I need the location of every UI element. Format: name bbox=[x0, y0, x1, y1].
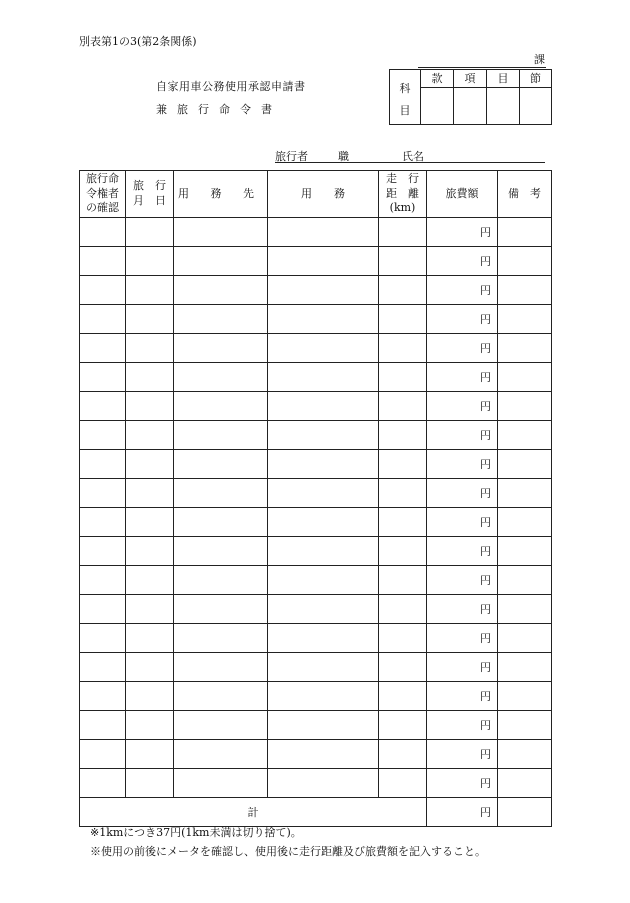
date-cell[interactable] bbox=[126, 624, 174, 653]
business-cell[interactable] bbox=[268, 682, 379, 711]
date-cell[interactable] bbox=[126, 740, 174, 769]
date-cell[interactable] bbox=[126, 305, 174, 334]
account-cell-setsu[interactable] bbox=[520, 87, 552, 124]
distance-cell[interactable] bbox=[379, 653, 427, 682]
destination-cell[interactable] bbox=[174, 566, 268, 595]
expense-cell[interactable]: 円 bbox=[427, 740, 498, 769]
account-label bbox=[390, 70, 421, 125]
remarks-cell[interactable] bbox=[498, 421, 552, 450]
business-cell[interactable] bbox=[268, 566, 379, 595]
date-cell[interactable] bbox=[126, 421, 174, 450]
distance-cell[interactable] bbox=[379, 392, 427, 421]
table-body bbox=[80, 218, 552, 798]
confirm-cell[interactable] bbox=[80, 247, 126, 276]
table-row bbox=[80, 595, 552, 624]
traveler-label: 旅行者 bbox=[275, 150, 308, 163]
name-label: 氏名 bbox=[402, 150, 424, 163]
destination-cell[interactable] bbox=[174, 711, 268, 740]
distance-cell[interactable] bbox=[379, 624, 427, 653]
title-line2: 兼旅行命令書 bbox=[156, 103, 282, 116]
confirm-cell[interactable] bbox=[80, 769, 126, 798]
expense-cell[interactable]: 円 bbox=[427, 392, 498, 421]
header-destination-label: 用 務 先 bbox=[178, 186, 263, 200]
remarks-cell[interactable] bbox=[498, 334, 552, 363]
business-cell[interactable] bbox=[268, 624, 379, 653]
header-distance-l1: 走 行 bbox=[386, 171, 419, 185]
destination-cell[interactable] bbox=[174, 537, 268, 566]
account-cell-kan[interactable] bbox=[421, 87, 454, 124]
account-label-top: 科 bbox=[399, 82, 411, 95]
expense-cell[interactable]: 円 bbox=[427, 653, 498, 682]
remarks-cell[interactable] bbox=[498, 711, 552, 740]
distance-cell[interactable] bbox=[379, 537, 427, 566]
expense-cell[interactable]: 円 bbox=[427, 305, 498, 334]
destination-cell[interactable] bbox=[174, 595, 268, 624]
business-cell[interactable] bbox=[268, 479, 379, 508]
note-2: ※使用の前後にメータを確認し、使用後に走行距離及び旅費額を記入すること。 bbox=[90, 845, 486, 858]
header-expense-label: 旅費額 bbox=[445, 186, 479, 200]
business-cell[interactable] bbox=[268, 450, 379, 479]
account-table bbox=[389, 69, 552, 125]
date-cell[interactable] bbox=[126, 363, 174, 392]
confirm-cell[interactable] bbox=[80, 363, 126, 392]
expense-cell[interactable]: 円 bbox=[427, 682, 498, 711]
confirm-cell[interactable] bbox=[80, 305, 126, 334]
header-expense bbox=[427, 171, 498, 218]
travel-table bbox=[79, 170, 552, 827]
remarks-cell[interactable] bbox=[498, 479, 552, 508]
destination-cell[interactable] bbox=[174, 363, 268, 392]
distance-cell[interactable] bbox=[379, 218, 427, 247]
destination-cell[interactable] bbox=[174, 508, 268, 537]
account-header-moku: 目 bbox=[487, 70, 520, 88]
header-date bbox=[126, 171, 174, 218]
remarks-cell[interactable] bbox=[498, 392, 552, 421]
date-cell[interactable] bbox=[126, 769, 174, 798]
business-cell[interactable] bbox=[268, 537, 379, 566]
table-row bbox=[80, 711, 552, 740]
table-row bbox=[80, 682, 552, 711]
expense-cell[interactable]: 円 bbox=[427, 595, 498, 624]
destination-cell[interactable] bbox=[174, 334, 268, 363]
account-header-setsu: 節 bbox=[520, 70, 552, 88]
total-expense-cell[interactable]: 円 bbox=[427, 798, 498, 827]
date-cell[interactable] bbox=[126, 392, 174, 421]
table-row bbox=[80, 479, 552, 508]
business-cell[interactable] bbox=[268, 305, 379, 334]
date-cell[interactable] bbox=[126, 247, 174, 276]
remarks-cell[interactable] bbox=[498, 566, 552, 595]
table-row bbox=[80, 363, 552, 392]
confirm-cell[interactable] bbox=[80, 392, 126, 421]
confirm-cell[interactable] bbox=[80, 595, 126, 624]
expense-cell[interactable]: 円 bbox=[427, 421, 498, 450]
header-distance-l3: (km) bbox=[389, 201, 416, 215]
table-row bbox=[80, 276, 552, 305]
confirm-cell[interactable] bbox=[80, 624, 126, 653]
date-cell[interactable] bbox=[126, 218, 174, 247]
remarks-cell[interactable] bbox=[498, 276, 552, 305]
date-cell[interactable] bbox=[126, 508, 174, 537]
expense-cell[interactable]: 円 bbox=[427, 276, 498, 305]
table-row bbox=[80, 218, 552, 247]
table-row bbox=[80, 421, 552, 450]
expense-cell[interactable]: 円 bbox=[427, 566, 498, 595]
date-cell[interactable] bbox=[126, 537, 174, 566]
date-cell[interactable] bbox=[126, 682, 174, 711]
account-label-bottom: 目 bbox=[399, 104, 411, 117]
confirm-cell[interactable] bbox=[80, 276, 126, 305]
business-cell[interactable] bbox=[268, 711, 379, 740]
business-cell[interactable] bbox=[268, 421, 379, 450]
distance-cell[interactable] bbox=[379, 479, 427, 508]
confirm-cell[interactable] bbox=[80, 537, 126, 566]
destination-cell[interactable] bbox=[174, 392, 268, 421]
expense-cell[interactable]: 円 bbox=[427, 247, 498, 276]
expense-cell[interactable]: 円 bbox=[427, 479, 498, 508]
confirm-cell[interactable] bbox=[80, 218, 126, 247]
header-confirm-l2: 令権者 bbox=[86, 186, 119, 200]
header-date-l1: 旅 行 bbox=[133, 179, 166, 193]
business-cell[interactable] bbox=[268, 508, 379, 537]
header-date-l2: 月 日 bbox=[133, 194, 166, 207]
header-destination bbox=[174, 171, 268, 218]
date-cell[interactable] bbox=[126, 566, 174, 595]
date-cell[interactable] bbox=[126, 450, 174, 479]
position-label: 職 bbox=[338, 150, 349, 163]
distance-cell[interactable] bbox=[379, 305, 427, 334]
expense-cell[interactable]: 円 bbox=[427, 450, 498, 479]
date-cell[interactable] bbox=[126, 653, 174, 682]
table-row bbox=[80, 247, 552, 276]
table-row bbox=[80, 653, 552, 682]
header-business-label: 用 務 bbox=[301, 186, 345, 200]
business-cell[interactable] bbox=[268, 392, 379, 421]
date-cell[interactable] bbox=[126, 711, 174, 740]
distance-cell[interactable] bbox=[379, 711, 427, 740]
remarks-cell[interactable] bbox=[498, 653, 552, 682]
confirm-cell[interactable] bbox=[80, 508, 126, 537]
date-cell[interactable] bbox=[126, 334, 174, 363]
header-business bbox=[268, 171, 379, 218]
header-confirm-l3: の確認 bbox=[86, 201, 119, 215]
table-row bbox=[80, 392, 552, 421]
remarks-cell[interactable] bbox=[498, 740, 552, 769]
date-cell[interactable] bbox=[126, 276, 174, 305]
remarks-cell[interactable] bbox=[498, 682, 552, 711]
distance-cell[interactable] bbox=[379, 682, 427, 711]
header-remarks-label: 備 考 bbox=[508, 186, 541, 200]
destination-cell[interactable] bbox=[174, 653, 268, 682]
distance-cell[interactable] bbox=[379, 595, 427, 624]
header-row bbox=[80, 171, 552, 218]
destination-cell[interactable] bbox=[174, 450, 268, 479]
destination-cell[interactable] bbox=[174, 218, 268, 247]
destination-cell[interactable] bbox=[174, 421, 268, 450]
table-row bbox=[80, 740, 552, 769]
destination-cell[interactable] bbox=[174, 247, 268, 276]
business-cell[interactable] bbox=[268, 218, 379, 247]
business-cell[interactable] bbox=[268, 653, 379, 682]
table-row bbox=[80, 450, 552, 479]
distance-cell[interactable] bbox=[379, 450, 427, 479]
remarks-cell[interactable] bbox=[498, 595, 552, 624]
account-cell-moku[interactable] bbox=[487, 87, 520, 124]
note-1: ※1kmにつき37円(1km未満は切り捨て)。 bbox=[90, 826, 302, 839]
remarks-cell[interactable] bbox=[498, 537, 552, 566]
remarks-cell[interactable] bbox=[498, 305, 552, 334]
destination-cell[interactable] bbox=[174, 769, 268, 798]
remarks-cell[interactable] bbox=[498, 769, 552, 798]
total-row bbox=[80, 798, 552, 827]
business-cell[interactable] bbox=[268, 247, 379, 276]
confirm-cell[interactable] bbox=[80, 421, 126, 450]
remarks-cell[interactable] bbox=[498, 218, 552, 247]
confirm-cell[interactable] bbox=[80, 653, 126, 682]
header-confirm bbox=[80, 171, 126, 218]
distance-cell[interactable] bbox=[379, 276, 427, 305]
destination-cell[interactable] bbox=[174, 479, 268, 508]
department-suffix: 課 bbox=[534, 53, 545, 66]
destination-cell[interactable] bbox=[174, 276, 268, 305]
remarks-cell[interactable] bbox=[498, 508, 552, 537]
expense-cell[interactable]: 円 bbox=[427, 218, 498, 247]
remarks-cell[interactable] bbox=[498, 247, 552, 276]
distance-cell[interactable] bbox=[379, 508, 427, 537]
destination-cell[interactable] bbox=[174, 740, 268, 769]
account-header-kan: 款 bbox=[421, 70, 454, 88]
business-cell[interactable] bbox=[268, 769, 379, 798]
traveler-underline bbox=[275, 162, 545, 163]
distance-cell[interactable] bbox=[379, 363, 427, 392]
distance-cell[interactable] bbox=[379, 247, 427, 276]
distance-cell[interactable] bbox=[379, 421, 427, 450]
destination-cell[interactable] bbox=[174, 624, 268, 653]
form-id: 別表第1の3(第2条関係) bbox=[79, 35, 197, 48]
date-cell[interactable] bbox=[126, 595, 174, 624]
confirm-cell[interactable] bbox=[80, 740, 126, 769]
total-remarks-cell[interactable] bbox=[498, 798, 552, 827]
table-row bbox=[80, 769, 552, 798]
destination-cell[interactable] bbox=[174, 682, 268, 711]
expense-cell[interactable]: 円 bbox=[427, 711, 498, 740]
expense-cell[interactable]: 円 bbox=[427, 363, 498, 392]
account-header-kou: 項 bbox=[454, 70, 487, 88]
expense-cell[interactable]: 円 bbox=[427, 537, 498, 566]
confirm-cell[interactable] bbox=[80, 450, 126, 479]
title-line1: 自家用車公務使用承認申請書 bbox=[156, 80, 306, 93]
expense-cell[interactable]: 円 bbox=[427, 508, 498, 537]
destination-cell[interactable] bbox=[174, 305, 268, 334]
table-row bbox=[80, 537, 552, 566]
table-row bbox=[80, 508, 552, 537]
business-cell[interactable] bbox=[268, 363, 379, 392]
expense-cell[interactable]: 円 bbox=[427, 769, 498, 798]
confirm-cell[interactable] bbox=[80, 479, 126, 508]
distance-cell[interactable] bbox=[379, 740, 427, 769]
expense-cell[interactable]: 円 bbox=[427, 334, 498, 363]
remarks-cell[interactable] bbox=[498, 450, 552, 479]
table-row bbox=[80, 624, 552, 653]
distance-cell[interactable] bbox=[379, 566, 427, 595]
confirm-cell[interactable] bbox=[80, 334, 126, 363]
header-distance-l2: 距 離 bbox=[386, 186, 419, 200]
distance-cell[interactable] bbox=[379, 769, 427, 798]
business-cell[interactable] bbox=[268, 595, 379, 624]
remarks-cell[interactable] bbox=[498, 363, 552, 392]
table-row bbox=[80, 566, 552, 595]
confirm-cell[interactable] bbox=[80, 566, 126, 595]
remarks-cell[interactable] bbox=[498, 624, 552, 653]
confirm-cell[interactable] bbox=[80, 711, 126, 740]
distance-cell[interactable] bbox=[379, 334, 427, 363]
header-remarks bbox=[498, 171, 552, 218]
business-cell[interactable] bbox=[268, 740, 379, 769]
business-cell[interactable] bbox=[268, 334, 379, 363]
business-cell[interactable] bbox=[268, 276, 379, 305]
total-label: 計 bbox=[80, 798, 427, 827]
header-confirm-l1: 旅行命 bbox=[86, 171, 119, 185]
expense-cell[interactable]: 円 bbox=[427, 624, 498, 653]
account-cell-kou[interactable] bbox=[454, 87, 487, 124]
department-line bbox=[418, 67, 546, 68]
confirm-cell[interactable] bbox=[80, 682, 126, 711]
date-cell[interactable] bbox=[126, 479, 174, 508]
table-row bbox=[80, 305, 552, 334]
table-row bbox=[80, 334, 552, 363]
header-distance bbox=[379, 171, 427, 218]
